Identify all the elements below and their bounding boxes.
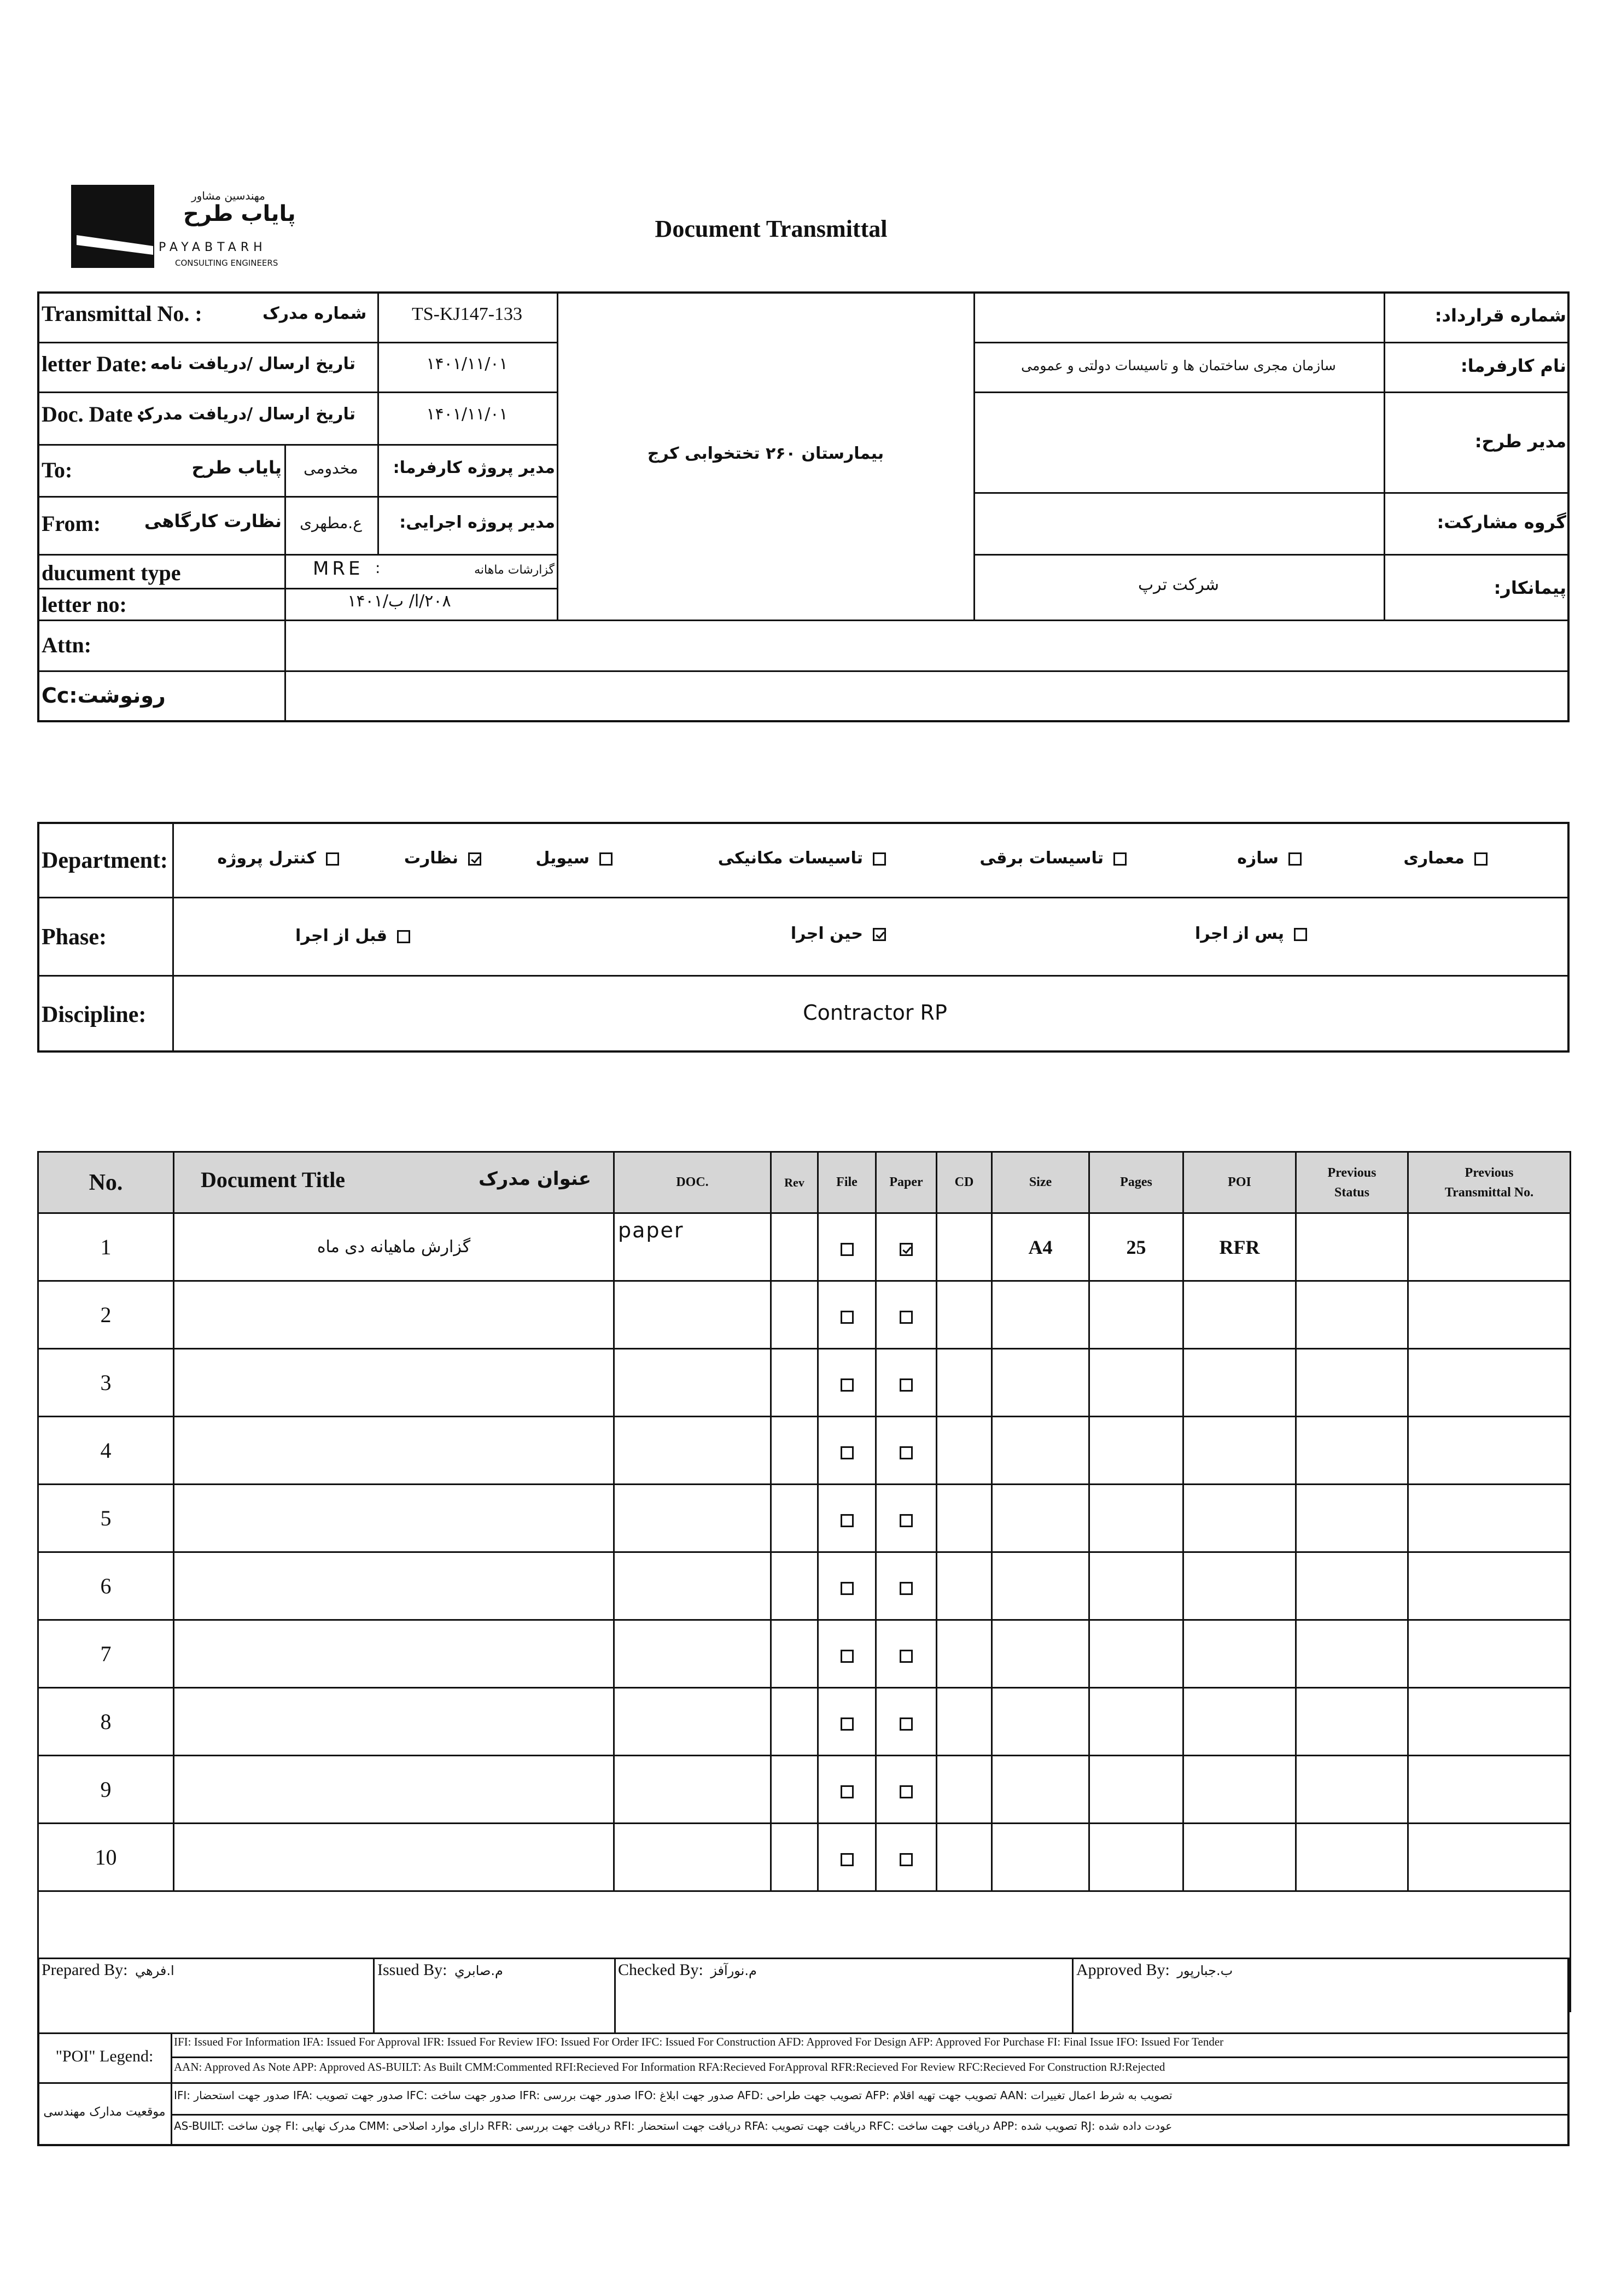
cell-no: 5 [38, 1485, 174, 1552]
table-row [38, 1417, 1571, 1485]
checkbox-icon[interactable] [900, 1853, 913, 1866]
cell-title [174, 1756, 614, 1824]
cell-prev-trans [1408, 1756, 1571, 1824]
col-rev-header: Rev [771, 1152, 818, 1213]
checkbox-icon[interactable] [599, 852, 613, 866]
document-table [37, 1151, 1571, 2012]
cell-title: گزارش ماهیانه دی ماه [174, 1213, 614, 1281]
prepared-by: Prepared By: ا.فرهي [42, 1961, 174, 1979]
checkbox-icon[interactable] [900, 1717, 913, 1731]
cell-paper [876, 1688, 937, 1756]
cell-pages [1089, 1756, 1183, 1824]
table-row [38, 1552, 1571, 1620]
cell-rev [771, 1552, 818, 1620]
cell-pages [1089, 1417, 1183, 1485]
letter-date-label: letter Date: [42, 352, 148, 376]
from-label: From: [42, 511, 101, 536]
cell-cd [937, 1485, 992, 1552]
table-row [38, 1281, 1571, 1349]
cell-cd [937, 1620, 992, 1688]
cell-poi [1183, 1688, 1296, 1756]
checkbox-icon[interactable] [841, 1378, 854, 1392]
cell-no: 9 [38, 1756, 174, 1824]
logo-en: PAYABTARH [159, 241, 267, 254]
client-value: سازمان مجری ساختمان ها و تاسیسات دولتی و عمومی [1021, 358, 1336, 373]
department-option[interactable]: معماری [1334, 849, 1488, 868]
department-option[interactable]: سیویل [492, 849, 613, 868]
cell-file [818, 1688, 876, 1756]
department-option[interactable]: کنترل پروژه [180, 849, 339, 868]
cell-rev [771, 1281, 818, 1349]
transmittal-label-fa: شماره مدرک [263, 304, 367, 323]
checkbox-icon[interactable] [1288, 852, 1302, 866]
contract-no-label: شماره قرارداد: [1434, 305, 1566, 326]
attn-label: Attn: [42, 633, 92, 657]
checkbox-icon[interactable] [900, 1378, 913, 1392]
checkbox-icon[interactable] [841, 1853, 854, 1866]
partner-label: گروه مشارکت: [1437, 512, 1566, 533]
from-value: نظارت کارگاهی [144, 511, 282, 531]
cell-prev-status [1296, 1417, 1408, 1485]
col-prev-status-header: Previous Status [1296, 1152, 1408, 1213]
doc-date-label: Doc. Date : [42, 402, 145, 427]
cell-prev-status [1296, 1688, 1408, 1756]
logo-sub: CONSULTING ENGINEERS [175, 258, 278, 268]
table-row [38, 1485, 1571, 1552]
checkbox-icon[interactable] [900, 1582, 913, 1595]
exec-pm-label: مدیر پروژه اجرایی: [399, 513, 555, 532]
checkbox-icon[interactable] [900, 1514, 913, 1527]
cell-prev-status [1296, 1756, 1408, 1824]
transmittal-value: TS-KJ147-133 [411, 304, 523, 324]
cell-poi [1183, 1824, 1296, 1891]
poi-legend-line-1: IFI: Issued For Information IFA: Issued For Approval IFR: Issued For Review IFO: Issued For Order IFC: Issued For Construction AFD: Approved For Design AFP: Approved For Purchase FI: Final Issue IFO: Issued For Tender [174, 2035, 1224, 2048]
col-paper-header: Paper [876, 1152, 937, 1213]
cell-title [174, 1281, 614, 1349]
cell-cd [937, 1756, 992, 1824]
cell-no: 3 [38, 1349, 174, 1417]
cell-rev [771, 1756, 818, 1824]
table-row [38, 1349, 1571, 1417]
cell-cd [937, 1281, 992, 1349]
table-row [38, 1688, 1571, 1756]
cell-file [818, 1349, 876, 1417]
client-label: نام کارفرما: [1460, 355, 1566, 376]
cell-prev-status [1296, 1824, 1408, 1891]
cell-pages: 25 [1089, 1213, 1183, 1281]
cell-pages [1089, 1620, 1183, 1688]
contractor-label: پیمانکار: [1494, 577, 1566, 598]
cell-doc [614, 1688, 771, 1756]
cell-no: 4 [38, 1417, 174, 1485]
logo-fa: پایاب طرح [183, 201, 296, 226]
cell-rev [771, 1213, 818, 1281]
cell-poi [1183, 1417, 1296, 1485]
cell-doc [614, 1756, 771, 1824]
cell-poi [1183, 1349, 1296, 1417]
cell-title [174, 1552, 614, 1620]
checkbox-icon[interactable] [841, 1311, 854, 1324]
cell-size [992, 1552, 1089, 1620]
checkbox-checked-icon[interactable] [873, 928, 886, 941]
cell-no: 10 [38, 1824, 174, 1891]
cell-size: A4 [992, 1213, 1089, 1281]
cell-poi [1183, 1485, 1296, 1552]
phase-option[interactable]: قبل از اجرا [273, 926, 410, 945]
approved-by: Approved By: ب.جبارپور [1076, 1961, 1233, 1979]
cell-title [174, 1824, 614, 1891]
col-size-header: Size [992, 1152, 1089, 1213]
cell-doc [614, 1824, 771, 1891]
cell-title [174, 1688, 614, 1756]
logo-fa-small: مهندسین مشاور [191, 189, 265, 202]
cell-size [992, 1349, 1089, 1417]
table-row [38, 1824, 1571, 1891]
checkbox-icon[interactable] [841, 1582, 854, 1595]
cell-prev-status [1296, 1213, 1408, 1281]
cell-prev-trans [1408, 1620, 1571, 1688]
cell-cd [937, 1688, 992, 1756]
issued-by: Issued By: م.صابري [377, 1961, 503, 1979]
cell-no: 6 [38, 1552, 174, 1620]
cell-doc [614, 1620, 771, 1688]
col-no-header: No. [38, 1152, 174, 1213]
cell-paper [876, 1417, 937, 1485]
cell-prev-trans [1408, 1349, 1571, 1417]
table-header-row [38, 1152, 1571, 1213]
cell-doc [614, 1552, 771, 1620]
department-option[interactable]: سازه [1148, 849, 1302, 868]
cell-file [818, 1417, 876, 1485]
cell-paper [876, 1281, 937, 1349]
cell-paper [876, 1213, 937, 1281]
department-option[interactable]: تاسیسات برقی [941, 849, 1127, 868]
cell-poi [1183, 1281, 1296, 1349]
checkbox-icon[interactable] [900, 1785, 913, 1798]
cell-file [818, 1756, 876, 1824]
cell-prev-status [1296, 1349, 1408, 1417]
phase-option[interactable]: پس از اجرا [1170, 924, 1307, 943]
contractor-value: شرکت ترپ [1138, 575, 1220, 594]
col-prev-transmittal-header: Previous Transmittal No. [1408, 1152, 1571, 1213]
cell-cd [937, 1349, 992, 1417]
cell-file [818, 1620, 876, 1688]
cell-prev-trans [1408, 1417, 1571, 1485]
cell-doc [614, 1281, 771, 1349]
cell-no: 2 [38, 1281, 174, 1349]
cell-pages [1089, 1485, 1183, 1552]
cell-title [174, 1485, 614, 1552]
client-pm-label: مدیر پروژه کارفرما: [393, 458, 555, 477]
col-file-header: File [818, 1152, 876, 1213]
doctype-code: MRE [313, 558, 364, 580]
cell-rev [771, 1620, 818, 1688]
cell-cd [937, 1824, 992, 1891]
doctype-label: ducument type [42, 560, 181, 585]
cell-prev-trans [1408, 1281, 1571, 1349]
cell-title [174, 1349, 614, 1417]
checkbox-icon[interactable] [900, 1446, 913, 1459]
to-label: To: [42, 458, 73, 482]
checkbox-icon[interactable] [1113, 852, 1127, 866]
checkbox-checked-icon[interactable] [468, 852, 481, 866]
letter-date-value: ۱۴۰۱/۱۱/۰۱ [426, 354, 508, 373]
checkbox-icon[interactable] [900, 1311, 913, 1324]
cell-doc [614, 1349, 771, 1417]
cell-pages [1089, 1824, 1183, 1891]
cell-doc [614, 1485, 771, 1552]
cell-prev-status [1296, 1620, 1408, 1688]
cell-cd [937, 1417, 992, 1485]
client-pm-value: مخدومی [304, 459, 358, 477]
cell-pages [1089, 1349, 1183, 1417]
checkbox-icon[interactable] [1474, 852, 1488, 866]
cell-no: 1 [38, 1213, 174, 1281]
table-row [38, 1756, 1571, 1824]
poi-legend-label: "POI" Legend: [55, 2047, 154, 2065]
cell-no: 8 [38, 1688, 174, 1756]
cell-pages [1089, 1688, 1183, 1756]
cell-paper [876, 1824, 937, 1891]
cell-prev-trans [1408, 1213, 1571, 1281]
cell-prev-trans [1408, 1688, 1571, 1756]
col-poi-header: POI [1183, 1152, 1296, 1213]
cell-size [992, 1756, 1089, 1824]
cell-file [818, 1213, 876, 1281]
cell-paper [876, 1756, 937, 1824]
cell-paper [876, 1349, 937, 1417]
letter-no-label: letter no: [42, 592, 127, 617]
transmittal-label: Transmittal No. : [42, 301, 202, 326]
cell-size [992, 1824, 1089, 1891]
cell-prev-status [1296, 1281, 1408, 1349]
company-logo [71, 185, 296, 272]
doctype-sep: : [375, 559, 381, 577]
cell-poi [1183, 1756, 1296, 1824]
cell-paper [876, 1620, 937, 1688]
cell-size [992, 1688, 1089, 1756]
cell-size [992, 1281, 1089, 1349]
cell-prev-status [1296, 1485, 1408, 1552]
fa-legend-line-2: AS-BUILT: چون ساخت FI: مدرک نهایی CMM: دارای موارد اصلاحی RFR: دریافت جهت بررسی RFI: دریافت جهت استحضار RFA: دریافت جهت تصویب RFC: دریافت جهت ساخت APP: تصویب شده RJ: عودت داده شده [174, 2119, 1173, 2133]
fa-legend-line-1: IFI: صدور جهت استحضار IFA: صدور جهت تصویب IFC: صدور جهت ساخت IFR: صدور جهت بررسی IFO: صدور جهت ابلاغ AFD: تصویب جهت طراحی AFP: تصویب جهت تهیه اقلام AAN: تصویب به شرط اعمال تغییرات [174, 2089, 1173, 2102]
cell-prev-status [1296, 1552, 1408, 1620]
exec-pm-value: ع.مطهری [300, 514, 362, 532]
poi-legend-line-2: AAN: Approved As Note APP: Approved AS-BUILT: As Built CMM:Commented RFI:Recieved For Information RFA:Recieved ForApproval RFR:Recieved For Review RFC:Recieved For Construction RJ:Rejected [174, 2060, 1165, 2073]
department-label: Department: [42, 848, 168, 873]
department-option[interactable]: نظارت [350, 849, 481, 868]
doc-date-value: ۱۴۰۱/۱۱/۰۱ [426, 405, 508, 424]
phase-label: Phase: [42, 925, 107, 950]
cell-file [818, 1281, 876, 1349]
cell-rev [771, 1824, 818, 1891]
checkbox-icon[interactable] [841, 1717, 854, 1731]
cell-prev-trans [1408, 1552, 1571, 1620]
checkbox-icon[interactable] [841, 1243, 854, 1256]
cell-poi: RFR [1183, 1213, 1296, 1281]
footer-box [37, 1958, 1570, 2146]
project-name: بیمارستان ۲۶۰ تختخوابی کرج [647, 444, 884, 463]
cell-poi [1183, 1552, 1296, 1620]
cell-poi [1183, 1620, 1296, 1688]
cell-rev [771, 1417, 818, 1485]
to-value: پایاب طرح [191, 457, 282, 478]
cell-size [992, 1417, 1089, 1485]
table-row [38, 1213, 1571, 1281]
cell-cd [937, 1213, 992, 1281]
cell-prev-trans [1408, 1824, 1571, 1891]
cell-doc: paper [614, 1213, 771, 1281]
checkbox-icon[interactable] [397, 930, 410, 943]
discipline-value: Contractor RP [803, 1001, 947, 1025]
cell-pages [1089, 1552, 1183, 1620]
discipline-label: Discipline: [42, 1002, 147, 1027]
cell-paper [876, 1485, 937, 1552]
checkbox-icon[interactable] [841, 1650, 854, 1663]
designer-label: مدیر طرح: [1474, 431, 1566, 452]
checkbox-icon[interactable] [841, 1446, 854, 1459]
col-pages-header: Pages [1089, 1152, 1183, 1213]
checkbox-checked-icon[interactable] [900, 1243, 913, 1256]
col-doc-header: DOC. [614, 1152, 771, 1213]
page-title: Document Transmittal [655, 215, 888, 242]
phase-option[interactable]: حین اجرا [755, 924, 886, 943]
logo-mark-icon [71, 185, 159, 270]
cell-file [818, 1552, 876, 1620]
cell-paper [876, 1552, 937, 1620]
cell-prev-trans [1408, 1485, 1571, 1552]
cell-doc [614, 1417, 771, 1485]
fa-legend-label: موقعیت مدارک مهندسی [43, 2105, 166, 2119]
cell-rev [771, 1349, 818, 1417]
checkbox-icon[interactable] [900, 1650, 913, 1663]
checkbox-icon[interactable] [841, 1785, 854, 1798]
table-row [38, 1620, 1571, 1688]
checkbox-icon[interactable] [841, 1514, 854, 1527]
doctype-value: گزارشات ماهانه [474, 563, 555, 577]
cell-title [174, 1620, 614, 1688]
checked-by: Checked By: م.نورآفز [618, 1961, 757, 1979]
doc-date-label-fa: تاریخ ارسال /دریافت مدرک [137, 405, 355, 424]
checkbox-icon[interactable] [326, 852, 339, 866]
cell-rev [771, 1688, 818, 1756]
cell-file [818, 1485, 876, 1552]
checkbox-icon[interactable] [873, 852, 886, 866]
cc-label: Cc:رونوشت [42, 683, 166, 708]
letter-date-label-fa: تاریخ ارسال /دریافت نامه [150, 354, 355, 373]
cell-no: 7 [38, 1620, 174, 1688]
cell-size [992, 1620, 1089, 1688]
cell-size [992, 1485, 1089, 1552]
cell-cd [937, 1552, 992, 1620]
cell-rev [771, 1485, 818, 1552]
letter-no-value: ۲۰۸/ا/ ب/۱۴۰۱ [347, 592, 451, 611]
department-option[interactable]: تاسیسات مکانیکی [656, 849, 886, 868]
cell-title [174, 1417, 614, 1485]
cell-pages [1089, 1281, 1183, 1349]
col-title-header: Document Title عنوان مدرک [174, 1152, 614, 1213]
col-cd-header: CD [937, 1152, 992, 1213]
checkbox-icon[interactable] [1294, 928, 1307, 941]
cell-file [818, 1824, 876, 1891]
